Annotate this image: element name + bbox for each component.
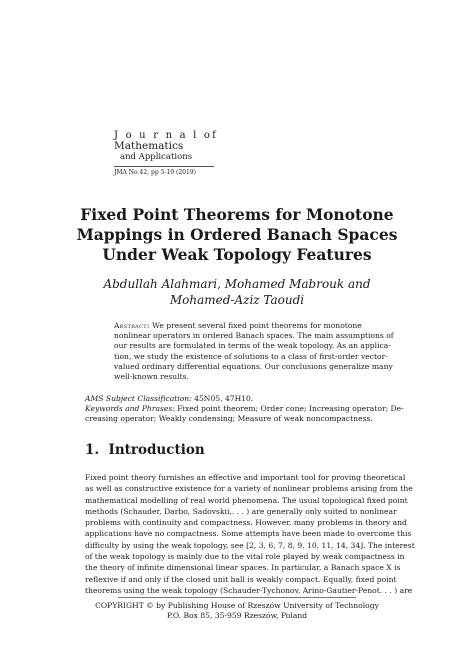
abstract-label: Abstract:: [114, 321, 150, 330]
paper-authors: [60, 276, 414, 308]
section-heading: [85, 442, 205, 458]
abstract-line: nonlinear operators in ordered Banach spaces. The main assumptions of: [114, 331, 394, 341]
section-title: Introduction: [108, 442, 205, 458]
body-line: reflexive if and only if the closed unit ball is weakly compact. Equally, fixed point: [85, 574, 397, 584]
journal-name-line2: Mathematics: [114, 140, 184, 152]
authors-line: Mohamed-Aziz Taoudi: [169, 293, 305, 307]
body-line: theorems using the weak topology (Schauder-Tychonov, Arino-Gautier-Penot. . . ) are: [85, 585, 413, 595]
abstract: [114, 321, 394, 382]
masthead-rule: [114, 166, 214, 167]
body-line: of the weak topology is mainly due to the vital role played by weak compactness in: [85, 552, 405, 562]
ams-value: 45N05, 47H10.: [191, 394, 254, 403]
copyright-line: COPYRIGHT © by Publishing House of Rzeszów University of Technology: [95, 601, 379, 610]
footer-rule: [118, 597, 356, 598]
body-line: the theory of infinite dimensional linear spaces. In particular, a Banach space X is: [85, 563, 401, 573]
title-line: Mappings in Ordered Banach Spaces: [76, 225, 398, 244]
journal-volume: JMA No 42, pp 5-19 (2019): [114, 169, 196, 176]
ams-classification: [85, 394, 391, 404]
keywords: [85, 404, 404, 414]
body-line: problems with continuity and compactness. However, many problems in theory and: [85, 518, 407, 528]
body-line: methods (Schauder, Darbo, Sadovskii,. . . ) are generally only suited to nonlinear: [85, 506, 397, 516]
ams-label: AMS Subject Classification:: [85, 394, 192, 403]
abstract-line: valued ordinary differential equations. Our conclusions generalize many: [114, 361, 393, 371]
body-text: [85, 472, 415, 596]
body-line: Fixed point theory furnishes an effective and important tool for proving theoretical: [85, 473, 406, 482]
body-line: difficulty by using the weak topology, see [2, 3, 6, 7, 8, 9, 10, 11, 14, 34]. The interest: [85, 540, 415, 550]
paper-title: [60, 205, 414, 265]
publisher-address: P.O. Box 85, 35-959 Rzeszów, Poland: [166, 611, 308, 620]
journal-name-line3: and Applications: [120, 152, 193, 162]
copyright-footer: [60, 601, 414, 621]
abstract-line: well-known results.: [114, 372, 189, 382]
authors-line: Abdullah Alahmari, Mohamed Mabrouk and: [103, 277, 371, 291]
section-number: 1.: [85, 442, 100, 458]
journal-name-line1: J o u r n a l of: [114, 130, 219, 141]
abstract-line: Abstract: We present several fixed point theorems for monotone: [114, 321, 362, 330]
keywords-value: Fixed point theorem; Order cone; Increasing operator; De-: [174, 404, 404, 414]
abstract-line: our results are formulated in terms of the weak topology. As an applica-: [114, 341, 391, 351]
journal-masthead: [114, 130, 254, 177]
body-line: mathematical modelling of real world phenomena. The usual topological fixed point: [85, 495, 408, 505]
title-line: Fixed Point Theorems for Monotone: [80, 205, 394, 224]
keywords-continued: creasing operator; Weakly condensing; Measure of weak noncompactness.: [85, 414, 373, 424]
abstract-line: tion, we study the existence of solutions to a class of first-order vector-: [114, 351, 388, 361]
classification-and-keywords: [85, 394, 404, 425]
keywords-label: Keywords and Phrases:: [85, 404, 175, 414]
title-line: Under Weak Topology Features: [102, 245, 372, 264]
body-line: as well as constructive existence for a variety of nonlinear problems arising from the: [85, 484, 413, 494]
body-line: applications have no compactness. Some attempts have been made to overcome this: [85, 529, 412, 539]
